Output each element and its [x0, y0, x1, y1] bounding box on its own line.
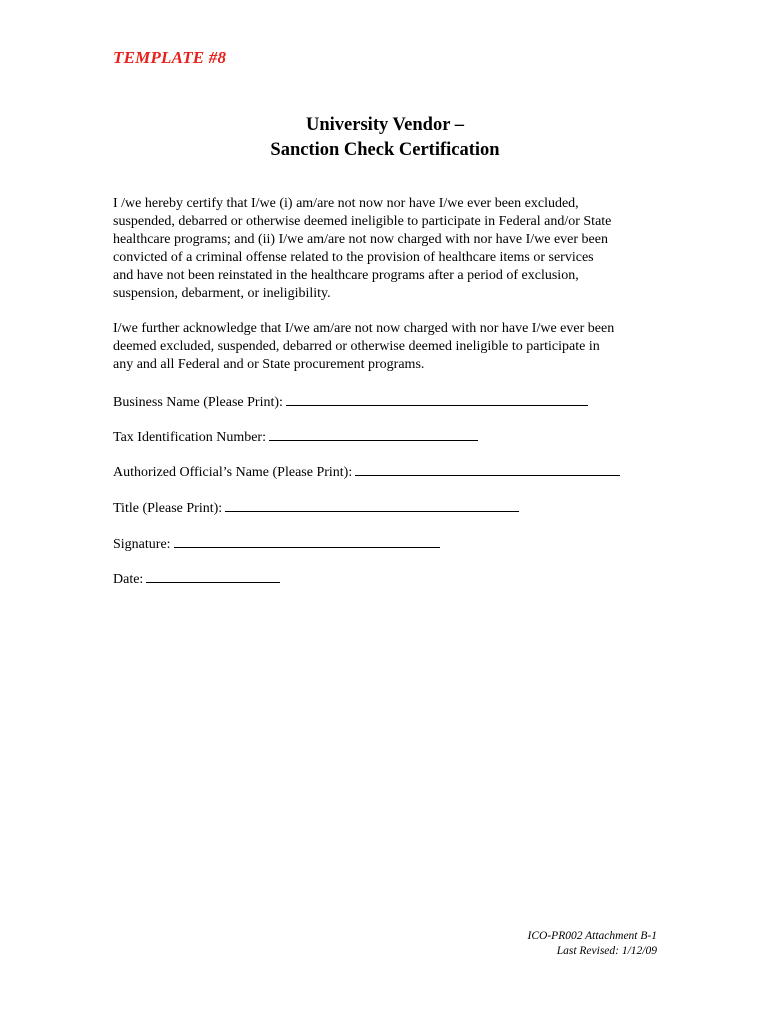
business-name-field [113, 392, 588, 412]
signature-input-line[interactable] [174, 534, 440, 548]
date-field [113, 569, 280, 589]
document-footer [528, 929, 657, 959]
business-name-label: Business Name (Please Print): [113, 395, 283, 410]
title-line-1: University Vendor – [306, 115, 464, 135]
tax-id-input-line[interactable] [269, 427, 478, 441]
paragraph-line: deemed excluded, suspended, debarred or otherwise deemed ineligible to participate in [113, 339, 600, 354]
official-name-input-line[interactable] [355, 462, 620, 476]
footer-revised: Last Revised: 1/12/09 [556, 945, 657, 957]
title-label: Title (Please Print): [113, 501, 223, 516]
paragraph-line: suspension, debarment, or ineligibility. [113, 286, 331, 301]
paragraph-line: and have not been reinstated in the healthcare programs after a period of exclusion, [113, 268, 579, 283]
document-title [0, 113, 770, 163]
title-line-2: Sanction Check Certification [270, 140, 500, 160]
date-label: Date: [113, 572, 144, 587]
paragraph-line: convicted of a criminal offense related to the provision of healthcare items or services [113, 250, 594, 265]
template-label: TEMPLATE #8 [113, 48, 227, 67]
paragraph-line: I /we hereby certify that I/we (i) am/are not now nor have I/we ever been excluded, [113, 196, 579, 211]
official-name-field [113, 462, 620, 482]
footer-attachment: ICO-PR002 Attachment B-1 [527, 930, 657, 942]
paragraph-line: I/we further acknowledge that I/we am/are not now charged with nor have I/we ever been [113, 321, 615, 336]
paragraph-line: healthcare programs; and (ii) I/we am/are not now charged with nor have I/we ever been [113, 232, 608, 247]
title-input-line[interactable] [225, 498, 519, 512]
date-input-line[interactable] [146, 569, 280, 583]
signature-field [113, 534, 440, 554]
paragraph-line: suspended, debarred or otherwise deemed ineligible to participate in Federal and/or State [113, 214, 612, 229]
acknowledgement-paragraph [113, 320, 673, 374]
paragraph-line: any and all Federal and or State procurement programs. [113, 357, 425, 372]
tax-id-label: Tax Identification Number: [113, 430, 266, 445]
title-field [113, 498, 519, 518]
signature-label: Signature: [113, 537, 171, 552]
official-name-label: Authorized Official’s Name (Please Print): [113, 465, 353, 480]
tax-id-field [113, 427, 478, 447]
business-name-input-line[interactable] [286, 392, 588, 406]
certification-paragraph [113, 195, 673, 303]
